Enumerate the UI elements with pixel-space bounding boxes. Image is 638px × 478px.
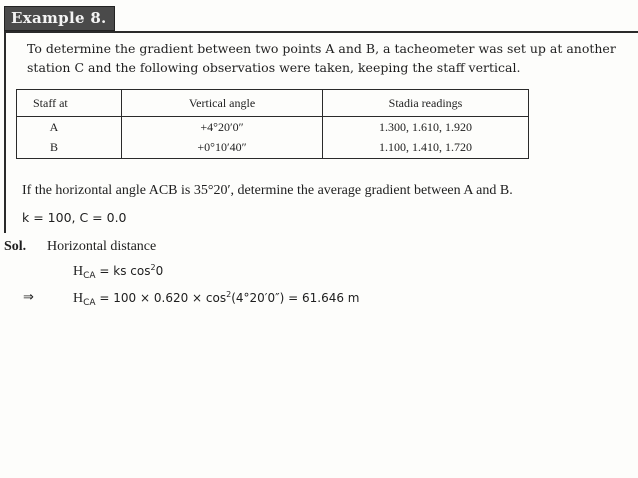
cell-staff: A: [17, 117, 122, 138]
eq2-superscript: 2: [226, 290, 232, 299]
eq2-result: (4°20′0″) = 61.646 m: [231, 291, 360, 305]
observations-table: [16, 89, 529, 159]
eq2-lhs: H: [73, 291, 84, 306]
example-title: Example 8.: [4, 6, 115, 31]
eq1-rhs: = ks cos: [99, 264, 151, 278]
eq2-rhs: = 100 × 0.620 × cos: [99, 291, 227, 305]
equation-2: [73, 290, 359, 308]
frame-left-border: [4, 178, 6, 233]
eq1-lhs: H: [73, 264, 84, 279]
column-header-stadia-readings: Stadia readings: [323, 90, 529, 117]
cell-angle: +4°20′0″: [122, 117, 323, 138]
column-header-staff: Staff at: [17, 90, 122, 117]
problem-line-1: To determine the gradient between two points A and B, a tacheometer was set up at another: [27, 41, 616, 56]
eq1-theta: 0: [155, 264, 164, 278]
cell-readings: 1.300, 1.610, 1.920: [323, 117, 529, 138]
problem-statement: [27, 39, 637, 77]
table-header-row: [17, 90, 529, 117]
solution-heading: Horizontal distance: [47, 239, 157, 254]
question-line-1: If the horizontal angle ACB is 35°20′, determine the average gradient between A and B.: [22, 183, 513, 198]
eq1-superscript: 2: [150, 263, 156, 272]
eq2-subscript: CA: [83, 298, 96, 308]
cell-angle: +0°10′40″: [122, 138, 323, 159]
eq1-subscript: CA: [83, 271, 96, 281]
table-row: [17, 138, 529, 159]
column-header-vertical-angle: Vertical angle: [122, 90, 323, 117]
table-row: [17, 117, 529, 138]
equation-1: [73, 263, 163, 281]
solution-label: Sol.: [4, 239, 27, 254]
given-constants: k = 100, C = 0.0: [22, 210, 127, 225]
implies-arrow-icon: ⇒: [23, 290, 34, 305]
cell-readings: 1.100, 1.410, 1.720: [323, 138, 529, 159]
problem-line-2: station C and the following observatios were taken, keeping the staff vertical.: [27, 60, 521, 75]
cell-staff: B: [17, 138, 122, 159]
